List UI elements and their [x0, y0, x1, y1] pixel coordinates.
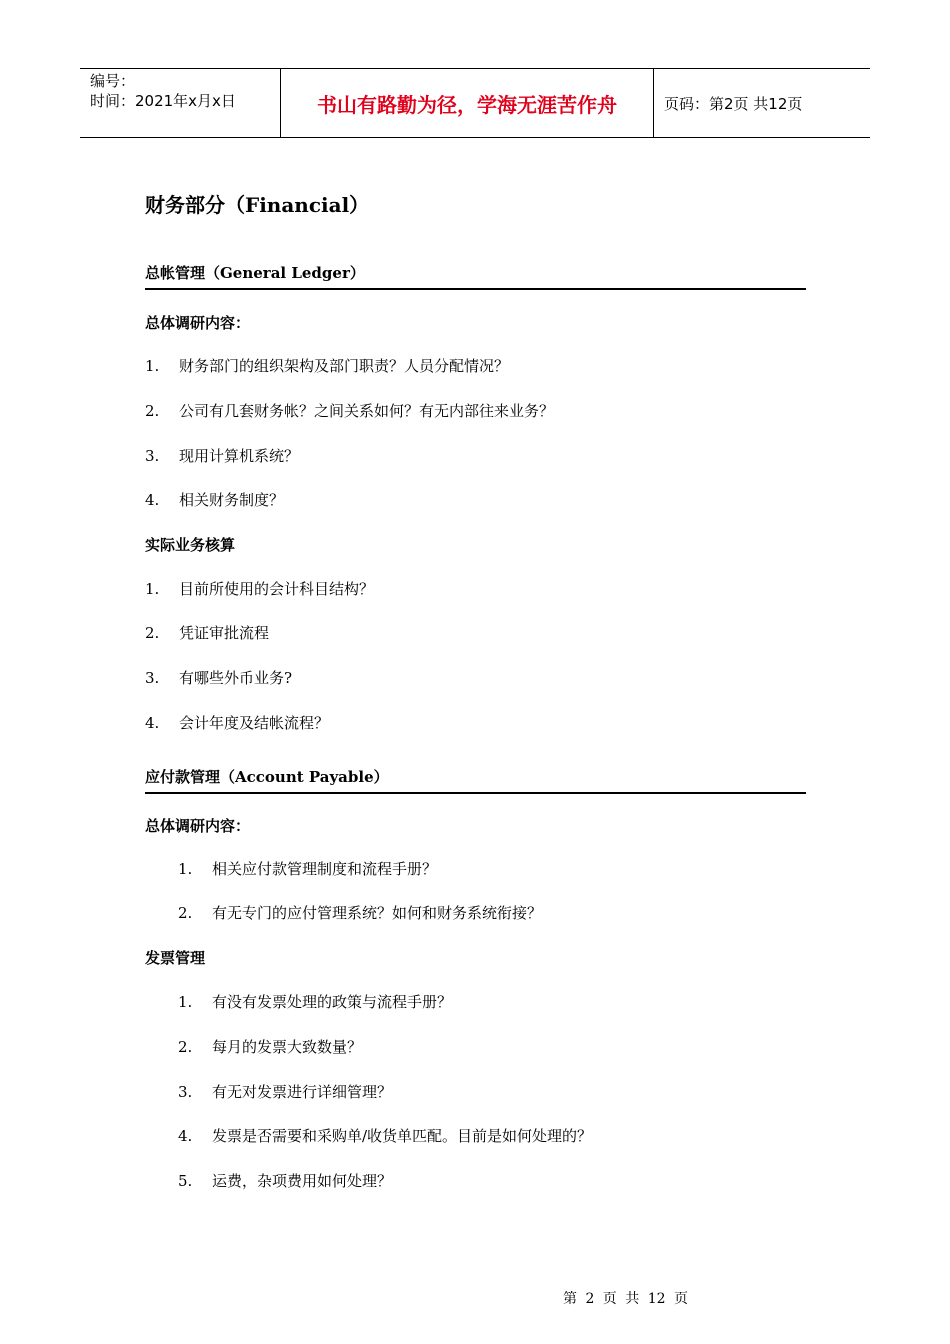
list-item-text: 现用计算机系统？	[179, 447, 300, 465]
list-item-number: 1.	[145, 357, 160, 375]
list-item	[145, 667, 292, 688]
list-item	[178, 1125, 592, 1146]
list-item-number: 2.	[178, 1038, 193, 1056]
list-item-text: 会计年度及结帐流程？	[179, 714, 330, 732]
list-item	[178, 991, 452, 1012]
list-item	[145, 622, 269, 643]
document-title: 财务部分（Financial）	[145, 193, 370, 217]
list-item-text: 相关应付款管理制度和流程手册？	[212, 860, 438, 878]
list-item	[145, 400, 554, 421]
list-item-text: 相关财务制度？	[179, 491, 285, 509]
list-item-text: 有无对发票进行详细管理？	[212, 1083, 393, 1101]
list-item-number: 3.	[145, 447, 160, 465]
list-item-number: 2.	[145, 402, 160, 420]
list-item-text: 运费，杂项费用如何处理？	[212, 1172, 393, 1190]
list-item-number: 4.	[145, 714, 160, 732]
list-item	[145, 712, 329, 733]
header-motto: 书山有路勤为径，学海无涯苦作舟	[281, 69, 654, 137]
list-item-number: 2.	[178, 904, 193, 922]
list-item-number: 1.	[178, 860, 193, 878]
list-item-text: 凭证审批流程	[179, 624, 270, 642]
list-item-text: 公司有几套财务帐？之间关系如何？有无内部往来业务？	[179, 402, 555, 420]
list-item	[178, 1170, 392, 1191]
list-item-number: 3.	[145, 669, 160, 687]
header-page-info: 页码：第2页 共12页	[664, 94, 803, 113]
list-item	[145, 578, 374, 599]
gl-survey-heading: 总体调研内容：	[145, 314, 251, 332]
list-item-text: 发票是否需要和采购单/收货单匹配。目前是如何处理的？	[212, 1127, 593, 1145]
list-item-number: 3.	[178, 1083, 193, 1101]
list-item	[145, 445, 299, 466]
section-heading-general-ledger: 总帐管理（General Ledger）	[145, 262, 806, 290]
list-item	[145, 355, 509, 376]
document-time-label: 时间：2021年x月x日	[90, 92, 236, 110]
document-number-label: 编号：	[90, 72, 136, 90]
page-footer: 第 2 页 共 12 页	[563, 1291, 688, 1307]
page-header	[80, 68, 870, 138]
list-item-number: 4.	[178, 1127, 193, 1145]
list-item	[178, 858, 437, 879]
list-item-number: 2.	[145, 624, 160, 642]
list-item-number: 1.	[178, 993, 193, 1011]
list-item-number: 5.	[178, 1172, 193, 1190]
list-item-text: 每月的发票大致数量？	[212, 1038, 363, 1056]
list-item	[145, 489, 284, 510]
list-item-text: 有没有发票处理的政策与流程手册？	[212, 993, 453, 1011]
ap-invoice-heading: 发票管理	[145, 949, 206, 967]
gl-ops-heading: 实际业务核算	[145, 536, 236, 554]
list-item	[178, 1036, 362, 1057]
list-item-number: 4.	[145, 491, 160, 509]
section-heading-accounts-payable: 应付款管理（Account Payable）	[145, 766, 806, 794]
list-item	[178, 902, 542, 923]
list-item-text: 有哪些外币业务?	[179, 669, 293, 687]
header-meta-cell	[80, 69, 281, 137]
list-item-number: 1.	[145, 580, 160, 598]
list-item-text: 目前所使用的会计科目结构？	[179, 580, 375, 598]
list-item-text: 有无专门的应付管理系统？如何和财务系统衔接？	[212, 904, 543, 922]
list-item	[178, 1081, 392, 1102]
ap-survey-heading: 总体调研内容：	[145, 817, 251, 835]
list-item-text: 财务部门的组织架构及部门职责？人员分配情况？	[179, 357, 510, 375]
